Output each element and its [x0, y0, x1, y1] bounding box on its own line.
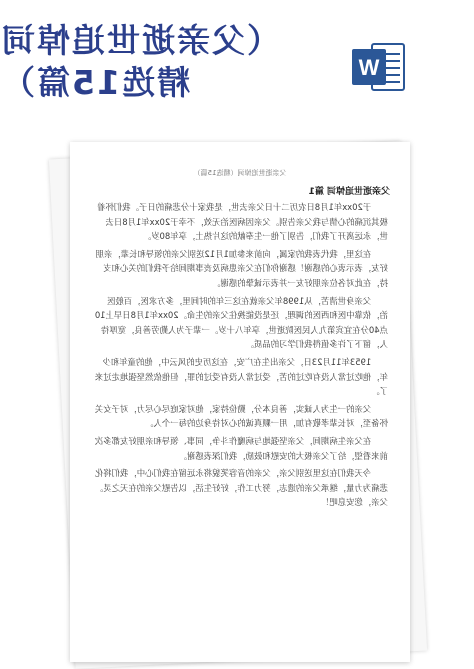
paragraph: 父亲身世清苦，从1998年父亲就在这三年的时间里，多方求医，百般医治，依靠中医和西医的调理，还是没能挽住父亲的生命。20xx年1月8日早上10点40分在宜宾第九人民医院逝世，享年八十岁。一辈子为人勤劳善良，宽厚待人，留下了许多值得我们学习的品质。 [94, 295, 388, 350]
running-header: 父亲逝世追悼词（精选15篇） [193, 169, 287, 177]
word-document-icon [350, 38, 408, 96]
header-banner [0, 0, 474, 118]
paragraph: 在父亲生病期间，父亲坚强地与病魔作斗争，同事、领导和亲朋好友都多次前来看望，给了父亲极大的安慰和鼓励，我们深表感谢。 [94, 435, 388, 461]
document-body [70, 142, 410, 662]
section-heading: 父亲逝世追悼词 篇1 [308, 187, 390, 197]
paragraph-list [92, 200, 388, 513]
paragraph: 于20xx年1月8日农历二十日父亲去世，是我家十分悲痛的日子。我们怀着极其沉痛的心情与我父亲告别。父亲因病医治无效，不幸于20xx年1月8日去世，永远离开了我们，告别了他一生奉献的这片热土，享年80岁。 [97, 202, 388, 242]
paragraph: 父亲的一生为人诚实，善良本分，勤俭持家，他对家庭尽心尽力，对子女关怀备至，对长辈孝敬有加，用一颗真诚的心对待身边的每一个人。 [94, 403, 388, 429]
title-line-2: 精选15篇） [0, 63, 190, 102]
document-page [70, 142, 410, 662]
title-line-1: （父亲逝世追悼词 [0, 21, 280, 60]
paragraph: 在这里，我代表我的家属，向前来参加1月12送别父亲的领导和长辈，亲朋好友，表示衷心的感谢！感谢你们在父亲患病及丧事期间给予我们的关心和支持，在此对各位亲朋好友一并表示诚挚的感谢。 [95, 248, 388, 288]
paragraph: 今天我们在这里送别父亲，父亲的音容笑貌将永远留在我们心中，我们将化悲痛为力量，继承父亲的遗志，努力工作，好好生活，以告慰父亲的在天之灵。父亲，您安息吧！ [94, 468, 388, 508]
paragraph: 1953年11月23日，父亲出生在广安，在这历史的风云中，他的童年和少年，他吃过常人没有吃过的苦，受过常人没有受过的罪，但他依然坚强地走过来了。 [94, 356, 388, 397]
word-icon-letter: W [358, 55, 380, 80]
document-title [0, 20, 340, 104]
